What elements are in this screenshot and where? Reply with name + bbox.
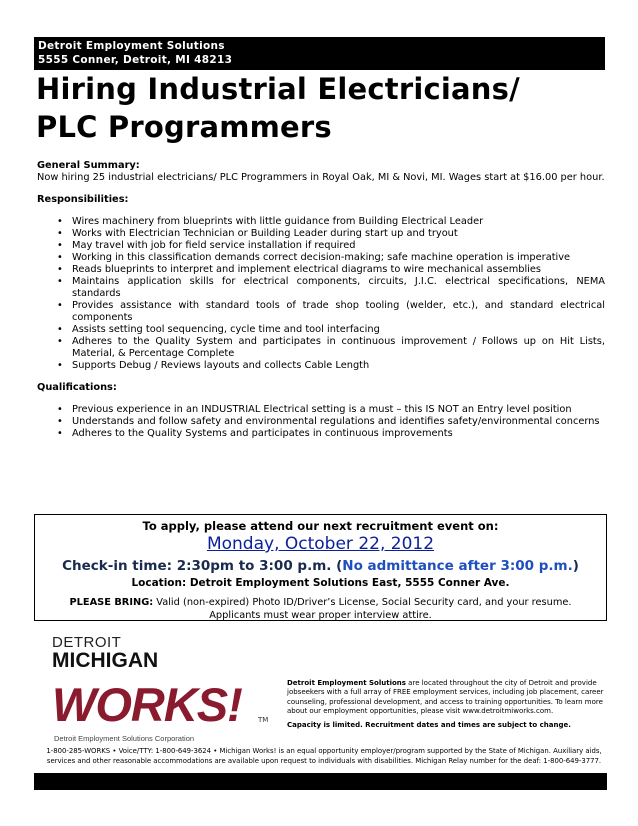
info-org-name: Detroit Employment Solutions	[287, 679, 406, 687]
recruitment-event-box	[34, 514, 607, 621]
page-title	[36, 70, 606, 146]
list-item: • Provides assistance with standard tools of trade shop tooling (welder, etc.), and standard electrical components	[37, 300, 605, 324]
list-item: • May travel with job for field service installation if required	[37, 240, 605, 252]
summary-heading: General Summary:	[37, 160, 140, 171]
list-item: • Supports Debug / Reviews layouts and collects Cable Length	[37, 360, 605, 372]
qualifications-list	[37, 404, 605, 440]
list-item: • Previous experience in an INDUSTRIAL Electrical setting is a must – this IS NOT an Entry level position	[37, 404, 605, 416]
checkin-close: )	[572, 558, 579, 574]
title-line-1: Hiring Industrial Electricians/	[36, 72, 520, 106]
summary-text: Now hiring 25 industrial electricians/ PLC Programmers in Royal Oak, MI & Novi, MI. Wages start at $16.00 per hour.	[37, 172, 605, 183]
header-org-name: Detroit Employment Solutions	[38, 40, 225, 52]
info-org-text: are located throughout the city of Detroit and provide jobseekers with a full array of FREE employment services, including job placement, career counseling, professional development, and access to training opportunities. To learn more about our employment opportunities, please visit www.detroitmiworks.com.	[287, 679, 604, 716]
footer-disclaimer: 1-800-285-WORKS • Voice/TTY: 1-800-649-3624 • Michigan Works! is an equal opportunity employer/program supported by the State of Michigan. Auxiliary aids, services and other reasonable accommodations are available upon request to individuals with disabilities. Michigan Relay number for the deaf: 1-800-649-3777.	[46, 747, 602, 765]
list-item: • Works with Electrician Technician or Building Leader during start up and tryout	[37, 228, 605, 240]
list-item: • Understands and follow safety and environmental regulations and identifies safety/environmental concerns	[37, 416, 605, 428]
logo-corporation: Detroit Employment Solutions Corporation	[54, 734, 195, 743]
list-item: • Working in this classification demands correct decision-making; safe machine operation is imperative	[37, 252, 605, 264]
job-description	[37, 160, 605, 440]
attire-note: Applicants must wear proper interview attire.	[209, 610, 432, 621]
organization-info	[287, 679, 607, 730]
footer-bar	[34, 773, 607, 790]
list-item: • Assists setting tool sequencing, cycle time and tool interfacing	[37, 324, 605, 336]
bring-requirements	[35, 596, 606, 622]
checkin-time	[35, 558, 606, 574]
event-location: Location: Detroit Employment Solutions East, 5555 Conner Ave.	[131, 577, 510, 589]
list-item: • Adheres to the Quality Systems and participates in continuous improvements	[37, 428, 605, 440]
apply-intro: To apply, please attend our next recruitment event on:	[142, 519, 499, 533]
list-item: • Adheres to the Quality System and participates in continuous improvement / Follows up on Hit Lists, Material, & Percentage Complete	[37, 336, 605, 360]
event-date	[35, 534, 606, 554]
qualifications-heading: Qualifications:	[37, 382, 117, 393]
event-date-text: Monday, October 22, 2012	[206, 534, 435, 554]
bring-text: Valid (non-expired) Photo ID/Driver’s License, Social Security card, and your resume.	[153, 597, 572, 608]
header-bar	[34, 37, 605, 70]
logo-line-detroit: DETROIT	[52, 634, 122, 651]
no-admittance-text: No admittance after 3:00 p.m.	[342, 558, 573, 574]
responsibilities-heading: Responsibilities:	[37, 194, 129, 205]
logo-line-michigan: MICHIGAN	[52, 649, 159, 672]
list-item: • Maintains application skills for electrical components, circuits, J.I.C. electrical specifications, NEMA standards	[37, 276, 605, 300]
michigan-works-logo	[52, 634, 277, 744]
bring-label: PLEASE BRING:	[69, 597, 154, 608]
responsibilities-list	[37, 216, 605, 372]
checkin-text: Check-in time: 2:30pm to 3:00 p.m. (	[62, 558, 343, 574]
list-item: • Reads blueprints to interpret and implement electrical diagrams to wire mechanical assemblies	[37, 264, 605, 276]
list-item: • Wires machinery from blueprints with little guidance from Building Electrical Leader	[37, 216, 605, 228]
header-address: 5555 Conner, Detroit, MI 48213	[38, 54, 233, 66]
logo-trademark: TM	[258, 716, 269, 724]
title-line-2: PLC Programmers	[36, 110, 332, 144]
capacity-note: Capacity is limited. Recruitment dates and times are subject to change.	[287, 720, 571, 729]
logo-works: WORKS!	[52, 678, 242, 731]
